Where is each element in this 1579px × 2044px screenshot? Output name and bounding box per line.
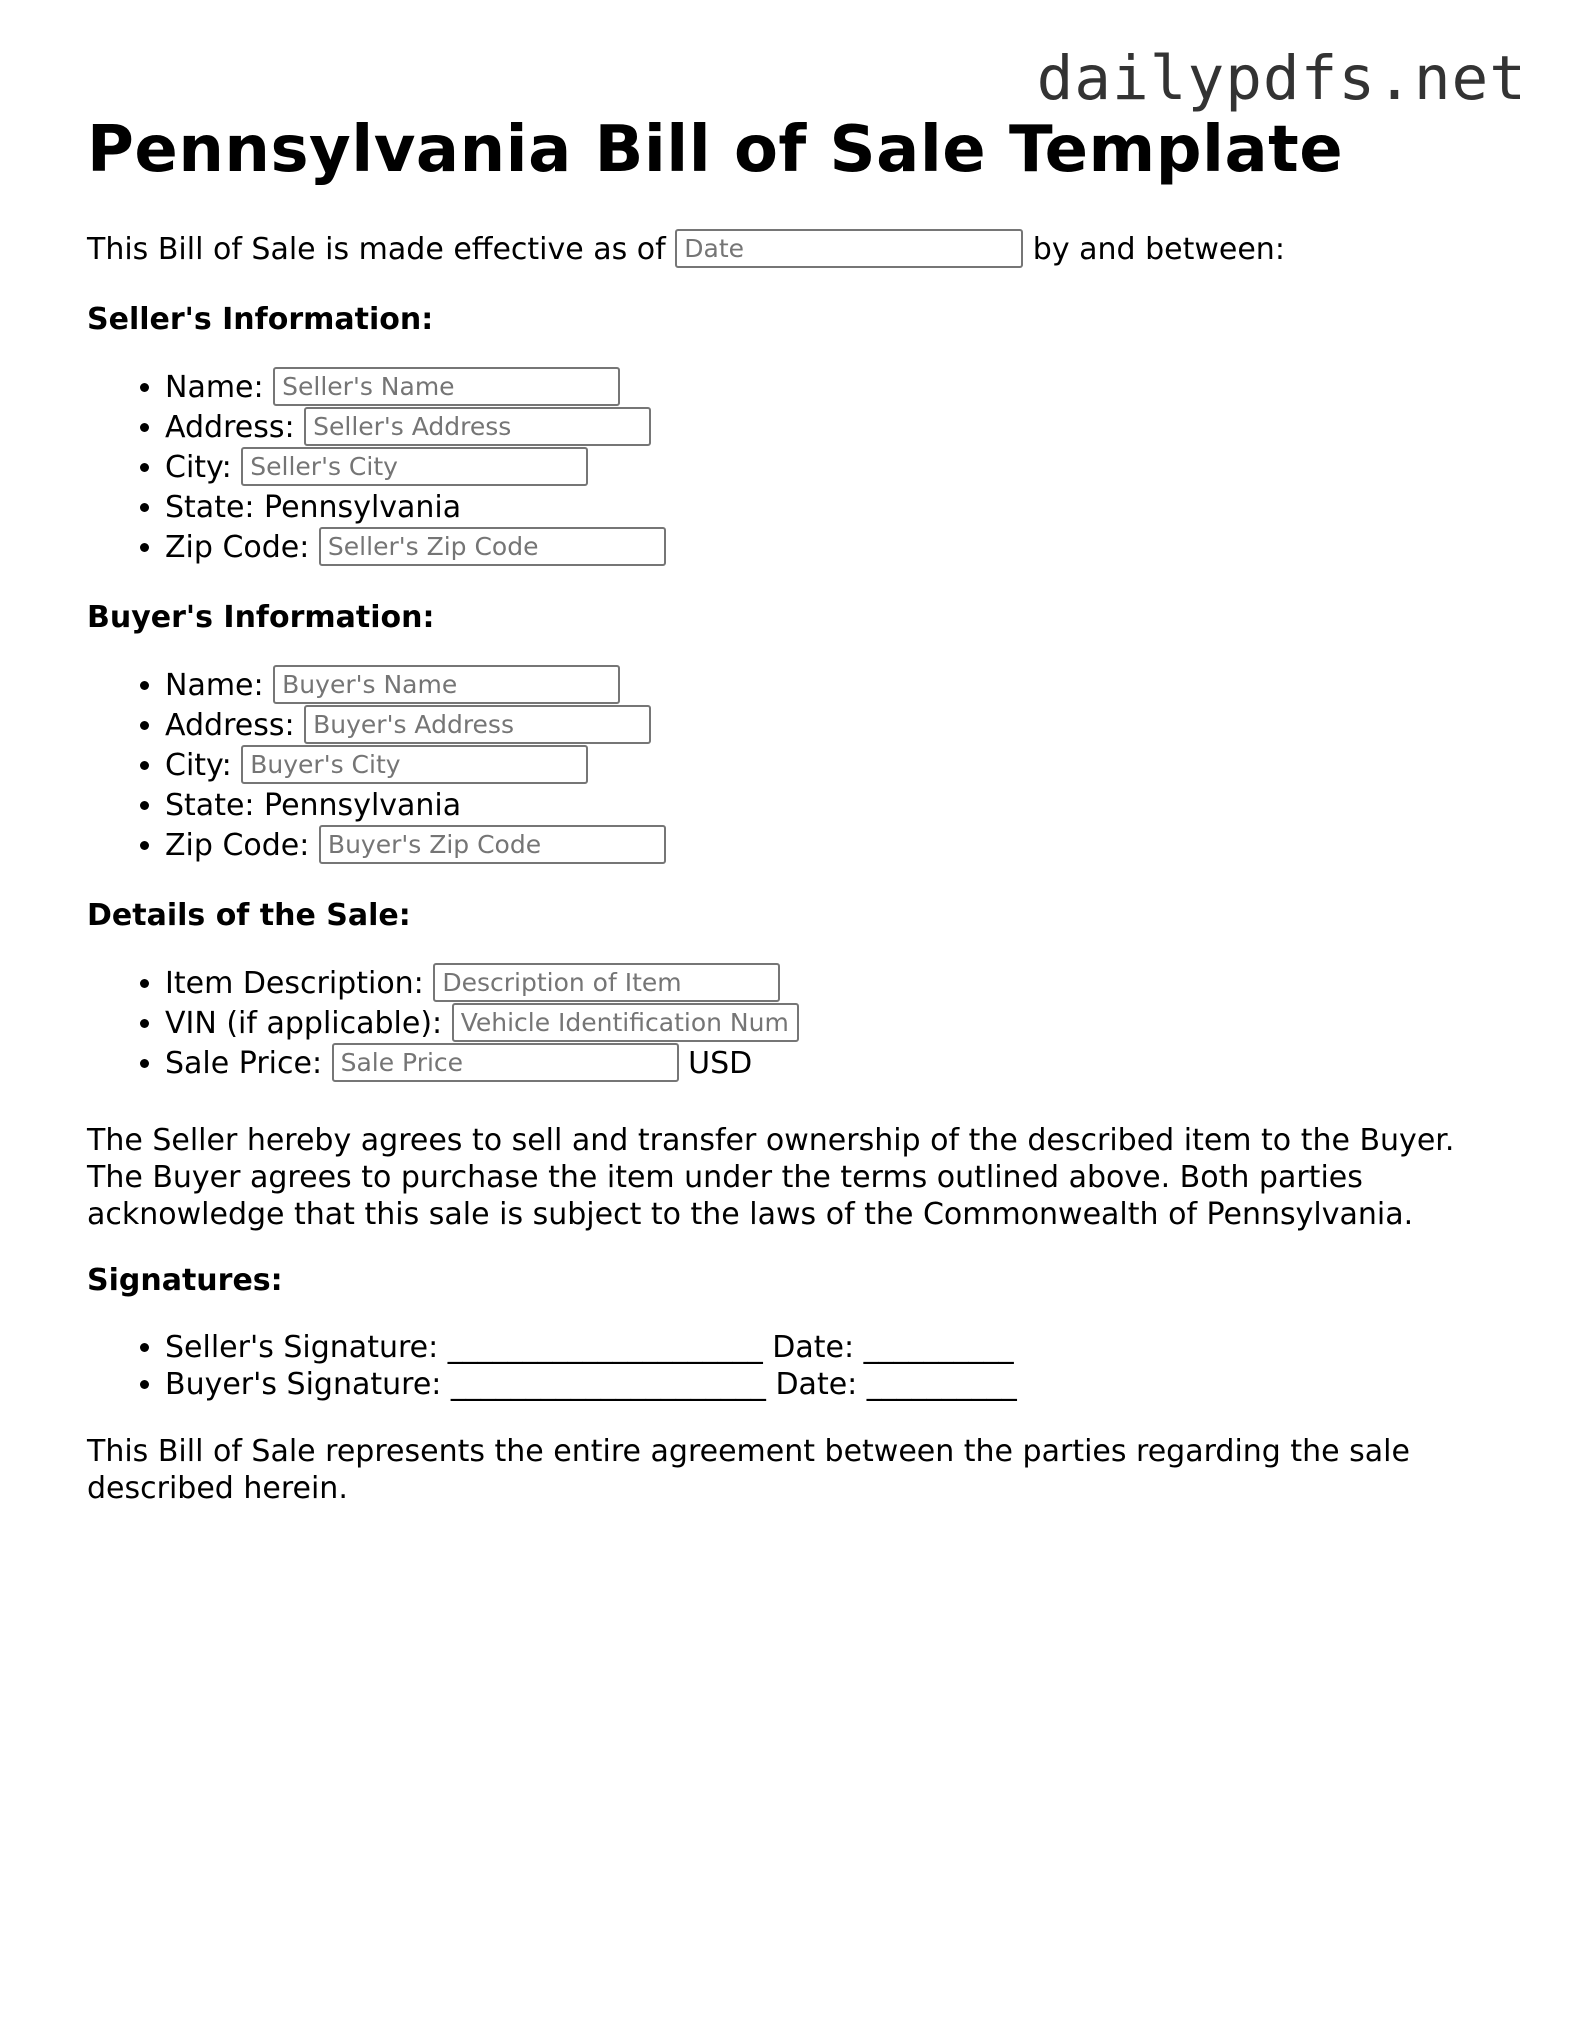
sale-price-label: Sale Price: (165, 1046, 332, 1081)
buyer-city-label: City: (165, 748, 242, 783)
sale-fields-list (87, 964, 1507, 1084)
vin-field[interactable] (452, 1003, 799, 1042)
buyer-name-label: Name: (165, 668, 274, 703)
intro-text-before: This Bill of Sale is made effective as of (87, 232, 676, 267)
seller-address-label: Address: (165, 410, 305, 445)
list-item (165, 666, 1507, 706)
list-item (165, 826, 1507, 866)
buyer-zip-label: Zip Code: (165, 828, 319, 863)
document-page (87, 105, 1507, 1507)
agreement-paragraph: The Seller hereby agrees to sell and transfer ownership of the described item to the Buyer. The Buyer agrees to purchase the item under the terms outlined above. Both parties acknowledge that this sale is subject to the laws of the Commonwealth of Pennsylvania. (87, 1123, 1455, 1232)
effective-date-field[interactable] (675, 229, 1023, 268)
list-item (165, 964, 1507, 1004)
list-item (165, 368, 1507, 408)
seller-city-label: City: (165, 450, 242, 485)
item-description-label: Item Description: (165, 966, 434, 1001)
buyer-signature-line: • Buyer's Signature: _____________________ Date: __________ (165, 1366, 1507, 1403)
signatures-list (87, 1329, 1507, 1403)
intro-line (87, 230, 1507, 270)
list-item (165, 488, 1507, 528)
buyer-fields-list (87, 666, 1507, 866)
intro-text-after: by and between: (1023, 232, 1285, 267)
list-item (165, 746, 1507, 786)
list-item (165, 1004, 1507, 1044)
seller-heading: Seller's Information: (87, 302, 434, 337)
buyer-state-text: State: Pennsylvania (165, 788, 462, 823)
sale-price-field[interactable] (332, 1043, 679, 1082)
list-item (165, 706, 1507, 746)
list-item (165, 408, 1507, 448)
list-item (165, 448, 1507, 488)
item-description-field[interactable] (433, 963, 780, 1002)
page-title: Pennsylvania Bill of Sale Template (87, 113, 1344, 187)
buyer-name-field[interactable] (273, 665, 620, 704)
seller-zip-label: Zip Code: (165, 530, 319, 565)
seller-fields-list (87, 368, 1507, 568)
seller-signature-line: • Seller's Signature: _____________________ Date: __________ (165, 1329, 1507, 1366)
buyer-city-field[interactable] (241, 745, 588, 784)
list-item (165, 528, 1507, 568)
sale-details-heading: Details of the Sale: (87, 898, 411, 933)
list-item (165, 786, 1507, 826)
seller-name-field[interactable] (273, 367, 620, 406)
seller-address-field[interactable] (304, 407, 651, 446)
buyer-address-label: Address: (165, 708, 305, 743)
vin-label: VIN (if applicable): (165, 1006, 452, 1041)
seller-zip-field[interactable] (319, 527, 666, 566)
seller-city-field[interactable] (241, 447, 588, 486)
seller-name-label: Name: (165, 370, 274, 405)
buyer-zip-field[interactable] (319, 825, 666, 864)
seller-state-text: State: Pennsylvania (165, 490, 462, 525)
closing-paragraph: This Bill of Sale represents the entire agreement between the parties regarding the sale described herein. (87, 1434, 1410, 1506)
buyer-heading: Buyer's Information: (87, 600, 435, 635)
list-item (165, 1044, 1507, 1084)
watermark: dailypdfs.net (1036, 43, 1527, 114)
buyer-address-field[interactable] (304, 705, 651, 744)
signatures-heading: Signatures: (87, 1263, 283, 1298)
currency-label: USD (678, 1046, 753, 1081)
